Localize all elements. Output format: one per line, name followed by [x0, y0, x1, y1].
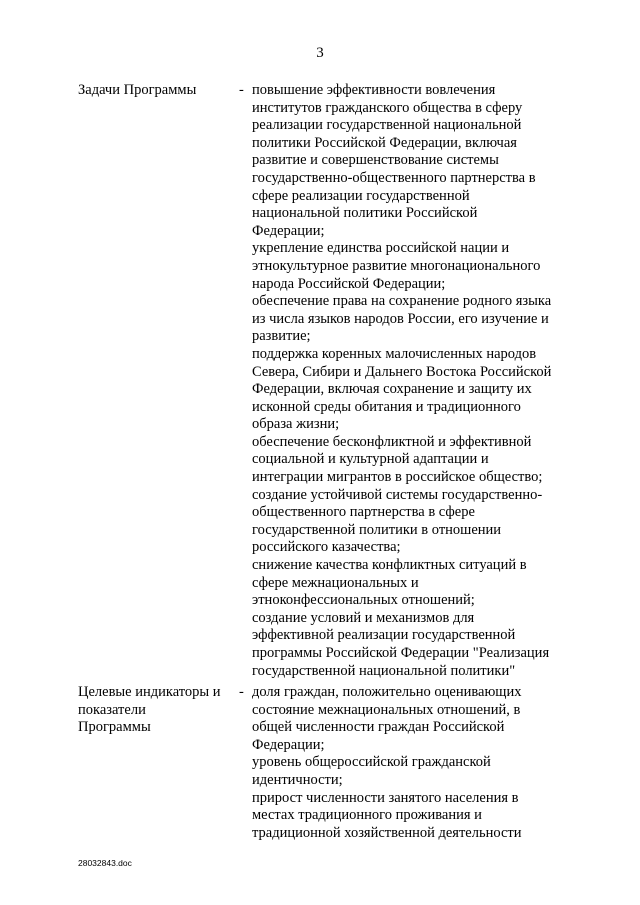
content-line: эффективной реализации государственной — [252, 627, 516, 644]
content-line: этнокультурное развитие многонационального — [252, 257, 541, 274]
content-line: сфере межнациональных и — [252, 574, 419, 591]
content-line: прирост численности занятого населения в — [252, 789, 519, 806]
content-line: Севера, Сибири и Дальнего Востока Российской — [252, 363, 552, 380]
content-line: политики Российской Федерации, включая — [252, 134, 517, 151]
content-line: идентичности; — [252, 771, 343, 788]
content-line: социальной и культурной адаптации и — [252, 451, 489, 468]
content-line: программы Российской Федерации "Реализация — [252, 645, 550, 661]
dash-separator: - — [239, 82, 244, 98]
dash-separator: - — [239, 684, 244, 700]
content-line: обеспечение бесконфликтной и эффективной — [252, 433, 532, 450]
content-line: государственной политики в отношении — [252, 521, 502, 538]
content-line: из числа языков народов России, его изучение и — [252, 310, 549, 327]
content-line: исконной среды обитания и традиционного — [252, 398, 521, 415]
content-line: местах традиционного проживания и — [252, 807, 482, 824]
content-line: Федерации; — [252, 736, 325, 753]
content-line: общественного партнерства в сфере — [252, 504, 475, 521]
content-line: национальной политики Российской — [252, 205, 478, 222]
content-line: народа Российской Федерации; — [252, 275, 446, 292]
section-content — [252, 684, 572, 842]
content-line: развитие и совершенствование системы — [252, 152, 499, 169]
content-line: создание устойчивой системы государственно- — [252, 486, 543, 503]
content-line: уровень общероссийской гражданской — [252, 754, 491, 771]
content-line: поддержка коренных малочисленных народов — [252, 345, 537, 362]
page-number: 3 — [316, 45, 324, 61]
label-line: Задачи Программы — [78, 82, 197, 98]
content-line: интеграции мигрантов в российское общество; — [252, 469, 543, 486]
content-line: российского казачества; — [252, 539, 401, 556]
content-line: снижение качества конфликтных ситуаций в — [252, 557, 527, 574]
content-line: Федерации, включая сохранение и защиту их — [252, 381, 532, 398]
content-line: государственной национальной политики" — [252, 662, 516, 679]
content-line: сфере реализации государственной — [252, 187, 470, 204]
content-line: образа жизни; — [252, 416, 340, 433]
content-line: традиционной хозяйственной деятельности — [252, 824, 522, 841]
content-line: общей численности граждан Российской — [252, 719, 505, 736]
content-line: государственно-общественного партнерства в — [252, 169, 536, 186]
content-line: состояние межнациональных отношений, в — [252, 701, 521, 718]
content-line: обеспечение права на сохранение родного языка — [252, 293, 552, 310]
label-line: показатели — [78, 701, 146, 718]
content-line: доля граждан, положительно оценивающих — [252, 684, 522, 700]
section-content — [252, 82, 572, 680]
label-line: Программы — [78, 719, 151, 736]
content-line: повышение эффективности вовлечения — [252, 82, 496, 98]
content-line: этноконфессиональных отношений; — [252, 592, 475, 609]
section-label — [78, 82, 228, 100]
content-line: Федерации; — [252, 222, 325, 239]
content-line: институтов гражданского общества в сферу — [252, 99, 523, 116]
content-line: создание условий и механизмов для — [252, 609, 475, 626]
file-name-footer: 28032843.doc — [78, 858, 132, 868]
section-label — [78, 684, 228, 737]
content-line: реализации государственной национальной — [252, 117, 522, 134]
label-line: Целевые индикаторы и — [78, 684, 221, 700]
content-line: укрепление единства российской нации и — [252, 240, 510, 257]
content-line: развитие; — [252, 328, 311, 345]
